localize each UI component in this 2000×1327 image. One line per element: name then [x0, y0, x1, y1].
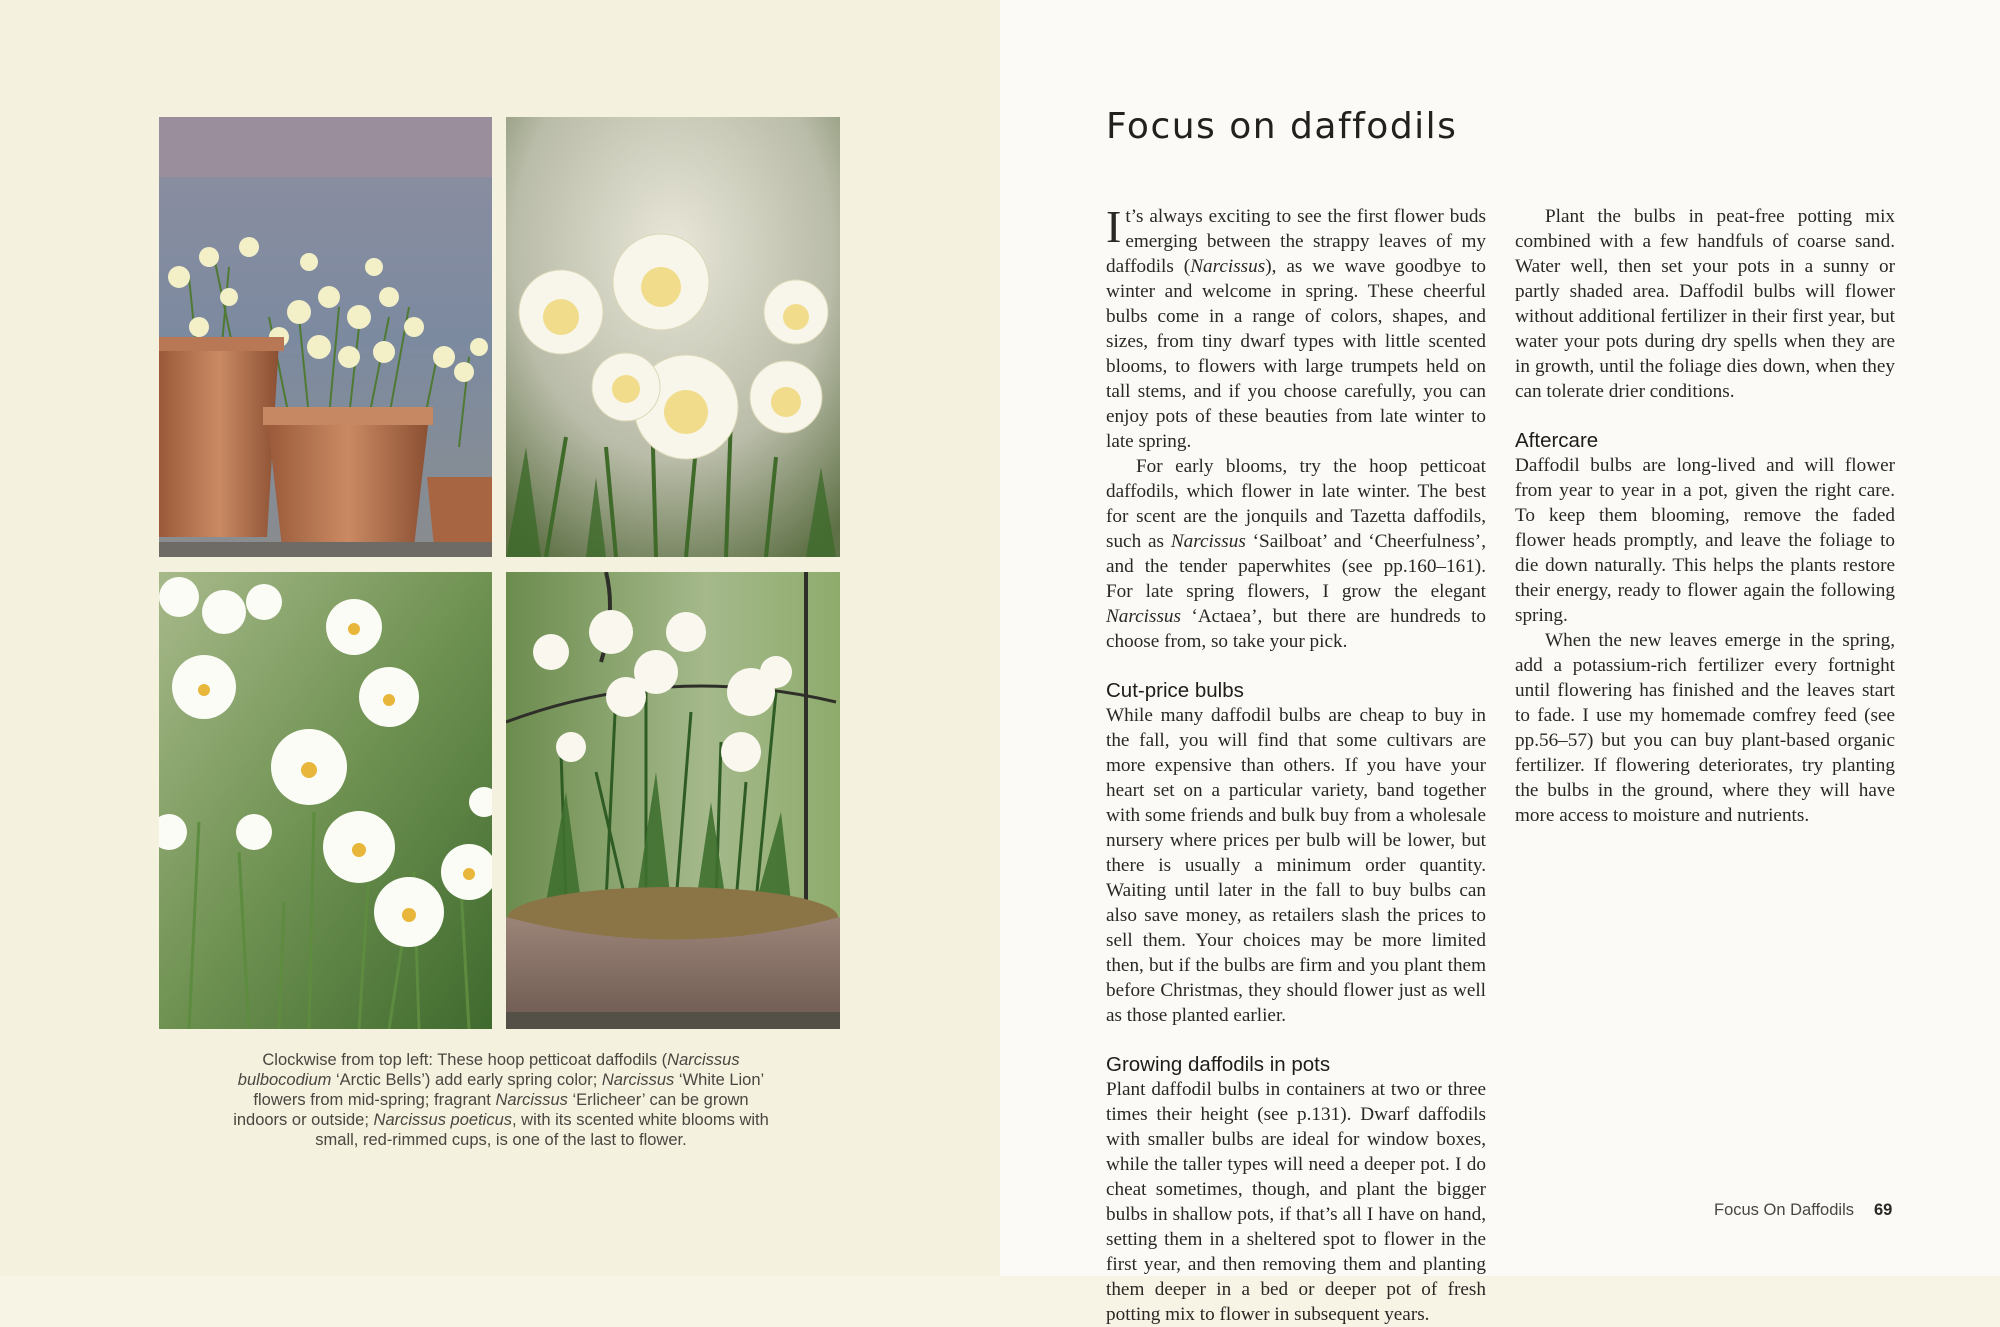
intro-text: ), as we wave goodbye to winter and welcome in spring. These cheerful bulbs come in a range of colors, shapes, and sizes, from tiny dwarf types with little scented blooms, to flowers with large trumpets held on tall stems, and if you choose carefully, you can enjoy pots of these beauties from late winter to late spring.	[1106, 256, 1486, 452]
caption-italic-name: Narcissus poeticus	[373, 1111, 513, 1129]
photo-white-lion-daffodils	[506, 117, 840, 557]
heading-aftercare: Aftercare	[1515, 429, 1599, 452]
caption-italic-name: Narcissus	[495, 1091, 568, 1109]
photo-narcissus-poeticus	[159, 572, 492, 1029]
text-column-2	[1515, 204, 1895, 828]
aftercare-paragraph-1: Daffodil bulbs are long-lived and will flower from year to year in a pot, given the right care. To keep them blooming, remove the faded flower heads promptly, and leave the foliage to die down naturally. This helps the plants restore their energy, ready to flower again the following spring.	[1515, 455, 1895, 626]
photo-erlicheer-narcissus	[506, 572, 840, 1029]
intro-italic: Narcissus	[1190, 256, 1266, 277]
pots-paragraph-2: Plant the bulbs in peat-free potting mix combined with a few handfuls of coarse sand. Water well, then set your pots in a sunny or partly shaded area. Daffodil bulbs will flower without additional fertilizer in their first year, but water your pots during dry spells when they are in growth, until the foliage dies down, when they can tolerate drier conditions.	[1515, 206, 1895, 402]
intro-italic: Narcissus	[1106, 606, 1181, 627]
intro-paragraph-2	[1106, 454, 1486, 654]
running-footer: Focus On Daffodils	[1713, 1201, 1854, 1219]
caption-italic-name: Narcissus	[601, 1071, 675, 1089]
intro-text: ‘Sailboat’ and ‘Cheerfulness’, and the tender paperwhites (see pp.160–161). For late spring flowers, I grow the elegant	[1106, 531, 1486, 602]
intro-italic: Narcissus	[1170, 531, 1246, 552]
page-title: Focus on daffodils	[1106, 106, 1458, 147]
cut-price-paragraph: While many daffodil bulbs are cheap to buy in the fall, you will find that some cultivars are more expensive than others. If you have your heart set on a particular variety, band together with some friends and bulk buy from a wholesale nursery where prices per bulb will be lower, but there is usually a minimum order quantity. Waiting until later in the fall to buy bulbs can also save money, as retailers slash the prices to sell them. Your choices may be more limited then, but if the bulbs are firm and you plant them before Christmas, they should flower just as well as those planted earlier.	[1106, 705, 1486, 1026]
caption-text: ‘Erlicheer’ can be grown indoors or outside;	[233, 1091, 749, 1129]
aftercare-paragraph-2: When the new leaves emerge in the spring, add a potassium-rich fertilizer every fortnight until flowering has finished and the leaves start to fade. I use my homemade comfrey feed (see pp.56–57) but you can buy plant-based organic fertilizer. If flowering deteriorates, try planting the bulbs in the ground, where they will have more access to moisture and nutrients.	[1515, 630, 1895, 826]
pots-paragraph-1: Plant daffodil bulbs in containers at two or three times their height (see p.131). Dwarf daffodils with smaller bulbs are ideal for window boxes, while the taller types will need a deeper pot. I do cheat sometimes, though, and plant the bigger bulbs in shallow pots, if that’s all I have on hand, setting them in a sheltered spot to flower in the first year, and then removing them and planting them deeper in a bed or deeper pot of fresh potting mix to flower in subsequent years.	[1106, 1079, 1486, 1325]
intro-text: For early blooms, try the hoop petticoat daffodils, which flower in late winter. The best for scent are the jonquils and Tazetta daffodils, such as	[1106, 456, 1486, 552]
caption-text: ‘Arctic Bells’) add early spring color;	[331, 1071, 602, 1089]
intro-paragraph	[1106, 201, 1486, 454]
drop-cap: I	[1106, 201, 1122, 252]
left-page	[0, 0, 1000, 1276]
caption-italic-name: Narcissus bulbocodium	[237, 1051, 740, 1089]
heading-cut-price-bulbs: Cut-price bulbs	[1106, 679, 1244, 702]
photo-caption	[226, 1050, 776, 1150]
caption-text: ‘White Lion’ flowers from mid-spring; fragrant	[253, 1071, 765, 1109]
page-number: 69	[1874, 1201, 1893, 1219]
caption-text: Clockwise from top left: These hoop petticoat daffodils (	[262, 1051, 668, 1069]
caption-text: , with its scented white blooms with small, red-rimmed cups, is one of the last to flower.	[315, 1111, 769, 1149]
heading-growing-in-pots: Growing daffodils in pots	[1106, 1053, 1331, 1076]
text-column-1	[1106, 201, 1486, 1327]
photo-hoop-petticoat-daffodils	[159, 117, 492, 557]
intro-text: ‘Actaea’, but there are hundreds to choose from, so take your pick.	[1106, 606, 1486, 652]
intro-text: t’s always exciting to see the first flower buds emerging between the strappy leaves of my daffodils (	[1106, 206, 1486, 277]
